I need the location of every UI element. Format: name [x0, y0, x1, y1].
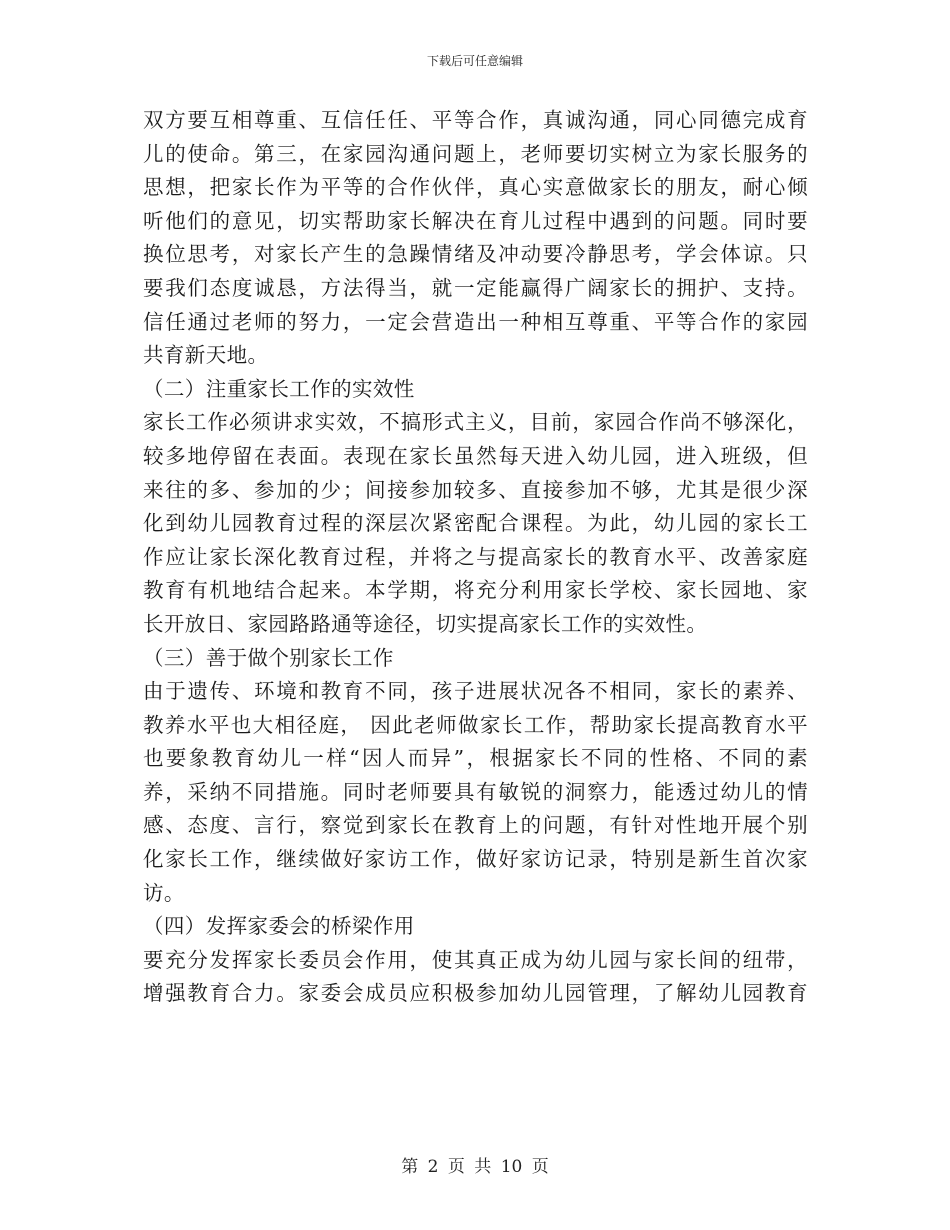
text-line: 作应让家长深化教育过程，并将之与提高家长的教育水平、改善家庭: [143, 544, 808, 569]
text-line: 信任通过老师的努力，一定会营造出一种相互尊重、平等合作的家园: [143, 309, 808, 334]
text-line: 家长工作必须讲求实效，不搞形式主义，目前，家园合作尚不够深化，: [143, 410, 808, 435]
text-line: 较多地停留在表面。表现在家长虽然每天进入幼儿园，进入班级，但: [143, 443, 808, 468]
text-line: 共育新天地。: [143, 343, 269, 368]
page-footer: 第 2 页 共 10 页: [401, 1157, 549, 1177]
text-line: 要我们态度诚恳，方法得当，就一定能赢得广阔家长的拥护、支持。: [143, 275, 808, 300]
text-line: 儿的使命。第三，在家园沟通问题上，老师要切实树立为家长服务的: [143, 141, 808, 166]
text-line: 听他们的意见，切实帮助家长解决在育儿过程中遇到的问题。同时要: [143, 208, 808, 233]
text-line: 由于遗传、环境和教育不同，孩子进展状况各不相同，家长的素养、: [143, 679, 808, 704]
text-line: 教育有机地结合起来。本学期，将充分利用家长学校、家长园地、家: [143, 578, 808, 603]
page-header: 下载后可任意编辑: [426, 54, 523, 68]
text-line: （三）善于做个别家长工作: [143, 645, 394, 670]
text-line: （二）注重家长工作的实效性: [143, 376, 415, 401]
text-line: 来往的多、参加的少；间接参加较多、直接参加不够，尤其是很少深: [143, 477, 808, 502]
text-line: 思想，把家长作为平等的合作伙伴，真心实意做家长的朋友，耐心倾: [143, 175, 808, 200]
text-line: 要充分发挥家长委员会作用，使其真正成为幼儿园与家长间的纽带，: [143, 947, 808, 972]
text-line: 访。: [143, 880, 185, 905]
text-line: 长开放日、家园路路通等途径，切实提高家长工作的实效性。: [143, 611, 708, 636]
text-line: 化到幼儿园教育过程的深层次紧密配合课程。为此，幼儿园的家长工: [143, 511, 808, 536]
text-line: （四）发挥家委会的桥梁作用: [143, 914, 415, 939]
text-line: 也要象教育幼儿一样“因人而异”，根据家长不同的性格、不同的素: [143, 746, 808, 771]
text-line: 化家长工作，继续做好家访工作，做好家访记录，特别是新生首次家: [143, 847, 808, 872]
text-line: 增强教育合力。家委会成员应积极参加幼儿园管理，了解幼儿园教育: [143, 981, 808, 1006]
text-line: 养，采纳不同措施。同时老师要具有敏锐的洞察力，能透过幼儿的情: [143, 779, 808, 804]
text-line: 双方要互相尊重、互信任任、平等合作，真诚沟通，同心同德完成育: [143, 108, 808, 132]
text-line: 感、态度、言行，察觉到家长在教育上的问题，有针对性地开展个别: [143, 813, 808, 838]
text-line: 换位思考，对家长产生的急躁情绪及冲动要冷静思考，学会体谅。只: [143, 242, 808, 267]
text-line: 教养水平也大相径庭， 因此老师做家长工作，帮助家长提高教育水平: [143, 712, 808, 737]
document-body: [143, 104, 808, 1011]
